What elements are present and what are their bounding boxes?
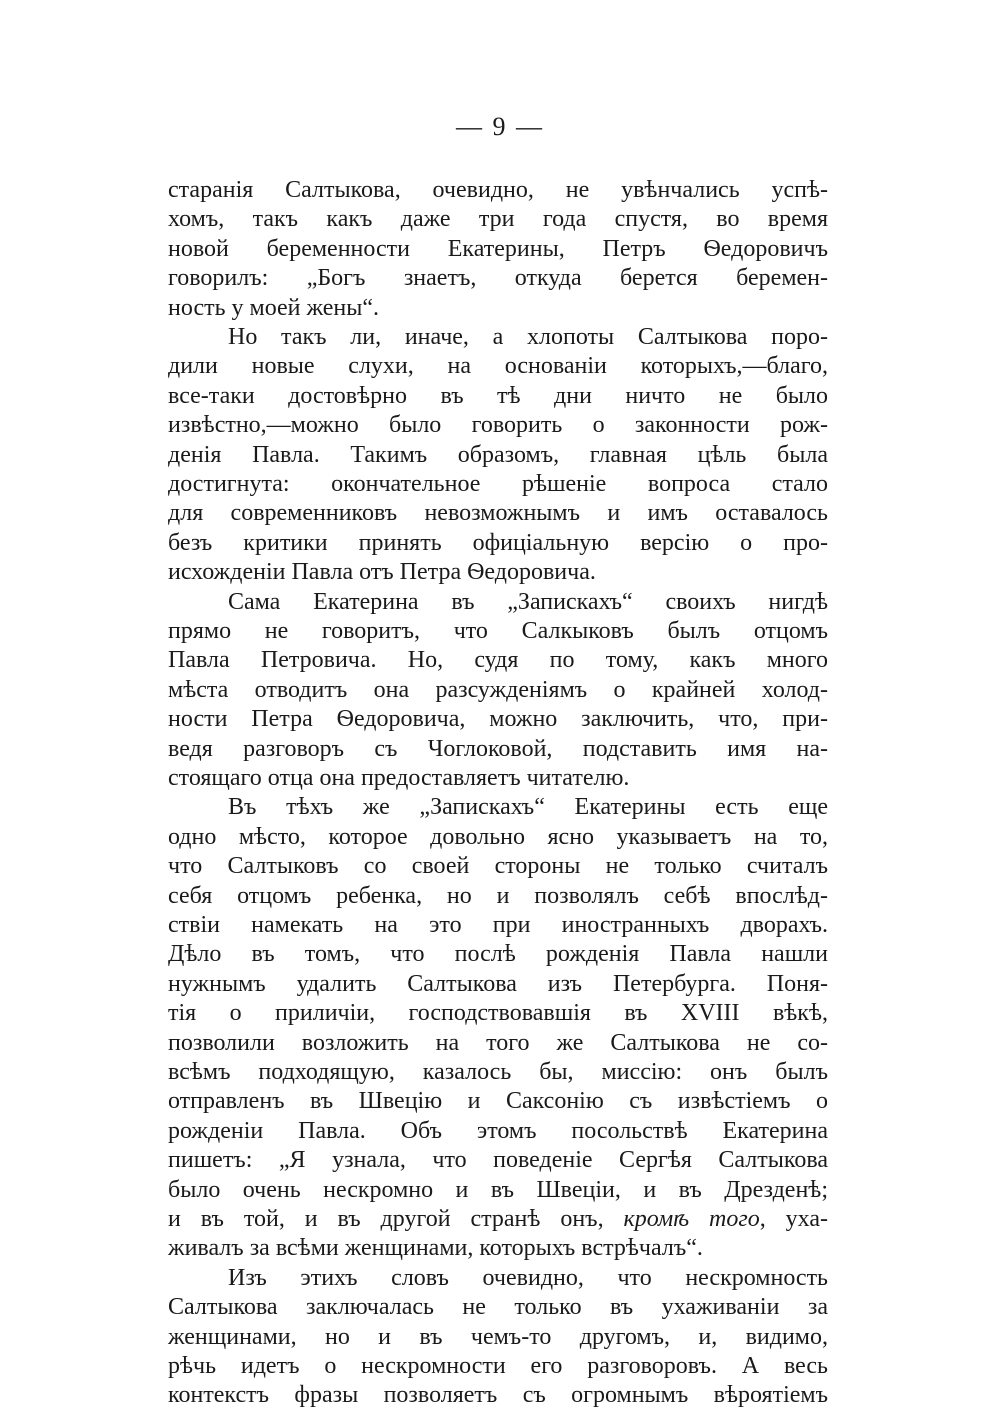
text-line xyxy=(168,235,828,264)
text-line xyxy=(168,999,828,1028)
text-line xyxy=(168,1029,828,1058)
text-segment: нужнымъ удалить Салтыкова изъ Петербурга. Поня- xyxy=(168,970,828,997)
text-segment: Дѣло въ томъ, что послѣ рожденія Павла нашли xyxy=(168,941,828,968)
text-line xyxy=(168,1323,828,1352)
text-line xyxy=(168,1146,828,1175)
text-segment: Салтыкова заключалась не только въ ухаживаніи за xyxy=(168,1294,828,1321)
text-segment: стоящаго отца она предоставляетъ читателю. xyxy=(168,765,630,791)
text-segment: для современниковъ невозможнымъ и имъ оставалось xyxy=(168,500,828,527)
text-segment: дили новые слухи, на основаніи которыхъ,—благо, xyxy=(168,353,828,380)
text-segment: все-таки достовѣрно въ тѣ дни ничто не было xyxy=(168,382,828,409)
text-line xyxy=(168,764,828,793)
text-segment: было очень нескромно и въ Швеціи, и въ Дрезденѣ; xyxy=(168,1176,828,1203)
text-line xyxy=(168,705,828,734)
text-segment: ведя разговоръ съ Чоглоковой, подставить имя на- xyxy=(168,735,828,762)
text-segment: и въ той, и въ другой странѣ онъ, xyxy=(168,1206,624,1232)
text-line xyxy=(168,352,828,381)
text-line xyxy=(168,382,828,411)
text-line xyxy=(168,470,828,499)
text-segment: говорилъ: „Богъ знаетъ, откуда берется беремен- xyxy=(168,265,828,292)
text-segment: Сама Екатерина въ „Запискахъ“ своихъ нигдѣ xyxy=(228,588,828,615)
text-segment: новой беременности Екатерины, Петръ Ѳедоровичъ xyxy=(168,235,828,262)
text-segment: , уха- xyxy=(759,1206,828,1232)
text-segment: женщинами, но и въ чемъ-то другомъ, и, видимо, xyxy=(168,1323,828,1350)
text-segment: рожденіи Павла. Объ этомъ посольствѣ Екатерина xyxy=(168,1117,828,1144)
text-line xyxy=(168,676,828,705)
text-segment: ности Петра Ѳедоровича, можно заключить, что, при- xyxy=(168,706,828,733)
text-segment: Изъ этихъ словъ очевидно, что нескромность xyxy=(228,1264,828,1291)
text-line xyxy=(168,176,828,205)
text-segment: старанія Салтыкова, очевидно, не увѣнчались успѣ- xyxy=(168,177,828,203)
text-line xyxy=(168,499,828,528)
text-line xyxy=(168,529,828,558)
text-line xyxy=(168,1058,828,1087)
text-line xyxy=(168,441,828,470)
text-line xyxy=(168,940,828,969)
text-line xyxy=(168,1293,828,1322)
text-line xyxy=(168,294,828,323)
page-number: — 9 — xyxy=(456,112,544,141)
text-segment: ность у моей жены“. xyxy=(168,294,380,321)
text-line xyxy=(168,558,828,587)
text-line xyxy=(168,852,828,881)
text-segment: хомъ, такъ какъ даже три года спустя, во время xyxy=(168,206,828,233)
text-line xyxy=(168,617,828,646)
text-line xyxy=(168,1176,828,1205)
text-segment: денія Павла. Такимъ образомъ, главная цѣль была xyxy=(168,441,828,468)
text-line xyxy=(168,911,828,940)
text-segment: извѣстно,—можно было говорить о законности рож- xyxy=(168,412,828,439)
text-segment: одно мѣсто, которое довольно ясно указываетъ на то, xyxy=(168,823,828,850)
text-segment: что Салтыковъ со своей стороны не только считалъ xyxy=(168,853,828,880)
text-line xyxy=(168,1264,828,1293)
text-segment: достигнута: окончательное рѣшеніе вопроса стало xyxy=(168,471,828,497)
text-segment: мѣста отводитъ она разсужденіямъ о крайней холод- xyxy=(168,676,828,703)
text-segment: Павла Петровича. Но, судя по тому, какъ много xyxy=(168,647,828,674)
text-line xyxy=(168,1234,828,1263)
text-line xyxy=(168,205,828,234)
text-segment: позволили возложить на того же Салтыкова не со- xyxy=(168,1029,828,1056)
text-segment: всѣмъ подходящую, казалось бы, миссію: онъ былъ xyxy=(168,1059,828,1085)
text-line xyxy=(168,1087,828,1116)
text-segment: Въ тѣхъ же „Запискахъ“ Екатерины есть еще xyxy=(228,794,828,821)
text-line xyxy=(168,882,828,911)
text-segment: контекстъ фразы позволяетъ съ огромнымъ вѣроятіемъ xyxy=(168,1382,828,1409)
text-segment: тія о приличіи, господствовавшія въ XVIII вѣкѣ, xyxy=(168,1000,828,1027)
text-line xyxy=(168,646,828,675)
text-segment: себя отцомъ ребенка, но и позволялъ себѣ впослѣд- xyxy=(168,882,828,909)
text-line xyxy=(168,264,828,293)
text-line xyxy=(168,411,828,440)
text-segment: отправленъ въ Швецію и Саксонію съ извѣстіемъ о xyxy=(168,1088,828,1115)
text-line xyxy=(168,1117,828,1146)
text-segment: Но такъ ли, иначе, а хлопоты Салтыкова поро- xyxy=(228,324,828,350)
text-line xyxy=(168,1352,828,1381)
text-segment: живалъ за всѣми женщинами, которыхъ встрѣчалъ“. xyxy=(168,1235,703,1262)
text-segment: рѣчь идетъ о нескромности его разговоровъ. А весь xyxy=(168,1353,828,1379)
text-line xyxy=(168,1381,828,1410)
text-segment: пишетъ: „Я узнала, что поведеніе Сергѣя Салтыкова xyxy=(168,1147,828,1174)
text-segment: прямо не говоритъ, что Салкыковъ былъ отцомъ xyxy=(168,618,828,644)
text-line xyxy=(168,323,828,352)
text-segment: ствіи намекать на это при иностранныхъ дворахъ. xyxy=(168,912,828,938)
text-line xyxy=(168,823,828,852)
text-line xyxy=(168,1205,828,1234)
text-segment: исхожденіи Павла отъ Петра Ѳедоровича. xyxy=(168,559,596,586)
text-line xyxy=(168,793,828,822)
italic-text: кромѣ того xyxy=(623,1206,760,1232)
text-segment: безъ критики принять офиціальную версію о про- xyxy=(168,529,828,556)
text-line xyxy=(168,735,828,764)
text-line xyxy=(168,588,828,617)
text-line xyxy=(168,970,828,999)
